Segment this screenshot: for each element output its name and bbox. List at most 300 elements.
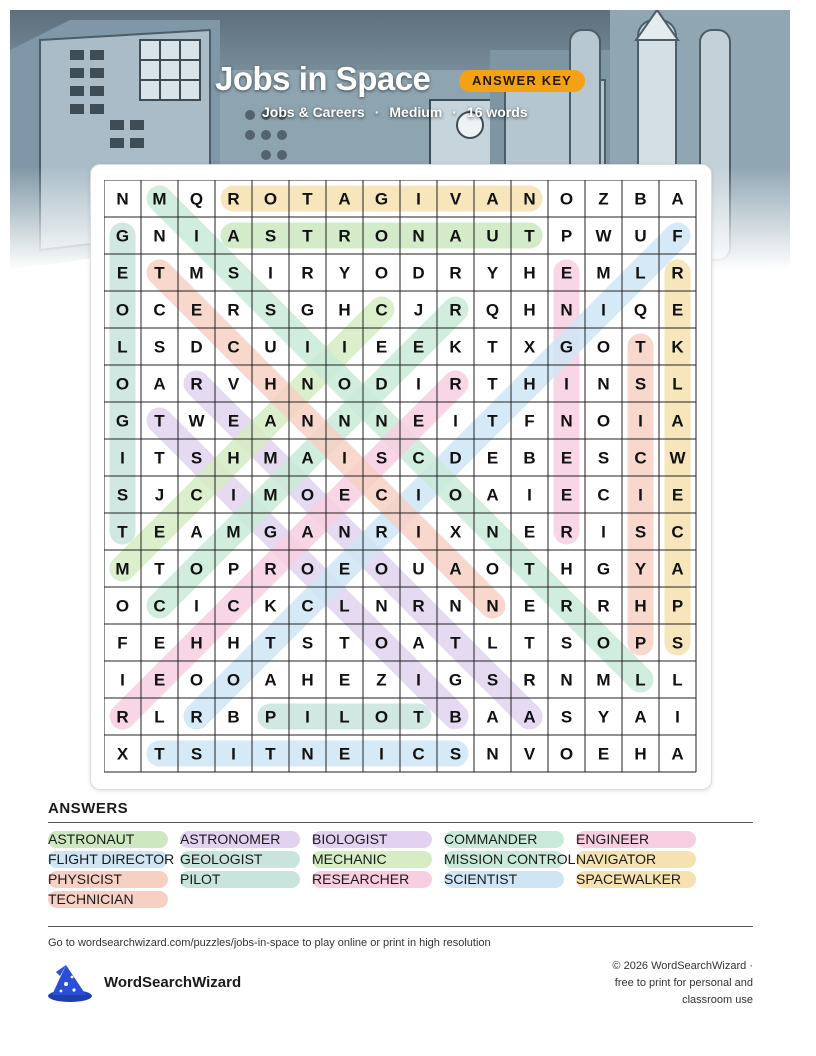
grid-letter: G xyxy=(374,189,389,209)
grid-letter: H xyxy=(264,374,277,394)
grid-letter: N xyxy=(560,670,573,690)
category-label: Jobs & Careers xyxy=(262,104,365,120)
grid-letter: E xyxy=(597,744,610,764)
grid-letter: M xyxy=(596,670,611,690)
grid-letter: L xyxy=(487,633,498,653)
grid-letter: O xyxy=(374,707,389,727)
divider xyxy=(48,822,753,823)
grid-letter: N xyxy=(301,411,314,431)
grid-letter: Q xyxy=(189,189,204,209)
grid-letter: A xyxy=(449,226,462,246)
grid-letter: A xyxy=(486,485,499,505)
grid-letter: A xyxy=(634,707,647,727)
grid-letter: I xyxy=(601,522,606,542)
grid-letter: E xyxy=(671,300,684,320)
grid-letter: E xyxy=(338,670,351,690)
grid-letter: I xyxy=(564,374,569,394)
grid-letter: M xyxy=(189,263,204,283)
grid-letter: L xyxy=(635,263,646,283)
answer-item xyxy=(576,870,681,888)
answer-word: TECHNICIAN xyxy=(48,891,134,907)
answer-word: FLIGHT DIRECTOR xyxy=(48,851,175,867)
grid-letter: I xyxy=(305,337,310,357)
grid-letter: N xyxy=(116,189,129,209)
grid-letter: S xyxy=(375,448,388,468)
answer-item xyxy=(48,890,134,908)
grid-letter: W xyxy=(595,226,612,246)
grid-letter: C xyxy=(375,300,388,320)
grid-letter: G xyxy=(559,337,574,357)
grid-letter: C xyxy=(671,522,684,542)
answer-word: MECHANIC xyxy=(312,851,387,867)
grid-letter: S xyxy=(634,374,647,394)
grid-letter: R xyxy=(412,596,425,616)
grid-letter: I xyxy=(194,226,199,246)
grid-letter: C xyxy=(153,596,166,616)
grid-letter: O xyxy=(115,374,130,394)
grid-letter: S xyxy=(190,448,203,468)
answer-item xyxy=(48,830,134,848)
grid-letter: B xyxy=(227,707,240,727)
grid-letter: O xyxy=(559,189,574,209)
grid-letter: T xyxy=(487,337,498,357)
grid-letter: C xyxy=(634,448,647,468)
grid-letter: C xyxy=(597,485,610,505)
grid-letter: X xyxy=(449,522,462,542)
grid-letter: N xyxy=(523,189,536,209)
answer-word: RESEARCHER xyxy=(312,871,410,887)
answer-word: BIOLOGIST xyxy=(312,831,388,847)
grid-letter: N xyxy=(412,226,425,246)
grid-letter: I xyxy=(527,485,532,505)
grid-letter: S xyxy=(264,226,277,246)
answer-word: SPACEWALKER xyxy=(576,871,682,887)
grid-letter: R xyxy=(375,522,388,542)
grid-letter: I xyxy=(194,596,199,616)
grid-letter: E xyxy=(486,448,499,468)
grid-letter: V xyxy=(523,744,536,764)
grid-letter: S xyxy=(301,633,314,653)
grid-letter: I xyxy=(638,411,643,431)
grid-letter: U xyxy=(634,226,647,246)
grid-letter: W xyxy=(669,448,686,468)
grid-letter: E xyxy=(560,485,573,505)
grid-letter: N xyxy=(486,596,499,616)
answer-item xyxy=(312,830,387,848)
answer-word: SCIENTIST xyxy=(444,871,518,887)
grid-letter: S xyxy=(560,707,573,727)
grid-letter: S xyxy=(190,744,203,764)
grid-letter: O xyxy=(485,559,500,579)
grid-letter: P xyxy=(264,707,277,727)
grid-letter: K xyxy=(264,596,277,616)
grid-letter: L xyxy=(117,337,128,357)
grid-letter: O xyxy=(115,596,130,616)
grid-letter: T xyxy=(117,522,128,542)
grid-letter: N xyxy=(560,300,573,320)
grid-letter: P xyxy=(671,596,684,616)
grid-letter: D xyxy=(449,448,462,468)
grid-letter: A xyxy=(523,707,536,727)
grid-letter: A xyxy=(264,411,277,431)
grid-letter: I xyxy=(416,670,421,690)
answer-word: GEOLOGIST xyxy=(180,851,263,867)
grid-letter: I xyxy=(120,448,125,468)
grid-letter: E xyxy=(560,448,573,468)
grid-letter: H xyxy=(523,263,536,283)
word-search-grid xyxy=(104,180,698,774)
grid-letter: R xyxy=(190,707,203,727)
grid-letter: O xyxy=(263,189,278,209)
grid-letter: T xyxy=(154,411,165,431)
grid-letter: T xyxy=(154,263,165,283)
answer-item xyxy=(444,830,537,848)
grid-letter: O xyxy=(559,744,574,764)
answer-word: COMMANDER xyxy=(444,831,538,847)
grid-letter: T xyxy=(154,744,165,764)
grid-letter: B xyxy=(634,189,647,209)
answer-word: ASTRONOMER xyxy=(180,831,281,847)
grid-letter: H xyxy=(338,300,351,320)
grid-letter: Z xyxy=(598,189,609,209)
grid-letter: N xyxy=(301,374,314,394)
grid-letter: O xyxy=(374,559,389,579)
grid-letter: I xyxy=(453,411,458,431)
grid-letter: T xyxy=(450,633,461,653)
grid-letter: R xyxy=(116,707,129,727)
grid-letter: E xyxy=(412,411,425,431)
answer-word: NAVIGATOR xyxy=(576,851,657,867)
grid-letter: G xyxy=(115,226,130,246)
answer-item xyxy=(48,870,122,888)
grid-letter: I xyxy=(638,485,643,505)
grid-letter: L xyxy=(154,707,165,727)
grid-letter: C xyxy=(153,300,166,320)
grid-letter: C xyxy=(227,337,240,357)
grid-letter: A xyxy=(671,559,684,579)
grid-letter: Y xyxy=(486,263,499,283)
grid-letter: G xyxy=(300,300,315,320)
grid-letter: R xyxy=(449,374,462,394)
grid-letter: M xyxy=(596,263,611,283)
grid-letter: E xyxy=(227,411,240,431)
grid-letter: I xyxy=(416,189,421,209)
word-count-label: 16 words xyxy=(466,104,528,120)
grid-letter: I xyxy=(379,744,384,764)
grid-letter: V xyxy=(449,189,462,209)
grid-letter: R xyxy=(264,559,277,579)
answer-word: ENGINEER xyxy=(576,831,650,847)
answer-key-badge: ANSWER KEY xyxy=(459,70,585,92)
grid-letter: U xyxy=(412,559,425,579)
grid-letter: S xyxy=(153,337,166,357)
grid-letter: T xyxy=(413,707,424,727)
grid-letter: A xyxy=(190,522,203,542)
grid-letter: L xyxy=(635,670,646,690)
grid-letter: P xyxy=(227,559,240,579)
grid-letter: I xyxy=(120,670,125,690)
grid-letter: E xyxy=(338,485,351,505)
answer-item xyxy=(180,830,280,848)
grid-letter: S xyxy=(116,485,129,505)
grid-letter: T xyxy=(635,337,646,357)
grid-letter: S xyxy=(449,744,462,764)
grid-letter: T xyxy=(524,633,535,653)
grid-letter: B xyxy=(449,707,462,727)
grid-letter: F xyxy=(524,411,535,431)
grid-letter: A xyxy=(412,633,425,653)
answers-heading: ANSWERS xyxy=(48,800,129,817)
grid-letter: U xyxy=(264,337,277,357)
grid-letter: A xyxy=(153,374,166,394)
grid-letter: M xyxy=(263,448,278,468)
copyright xyxy=(553,958,753,1009)
answer-word: ASTRONAUT xyxy=(48,831,135,847)
grid-letter: C xyxy=(227,596,240,616)
grid-letter: S xyxy=(264,300,277,320)
grid-letter: E xyxy=(153,522,166,542)
grid-letter: E xyxy=(412,337,425,357)
grid-letter: M xyxy=(115,559,130,579)
grid-letter: D xyxy=(190,337,203,357)
grid-letter: L xyxy=(672,670,683,690)
grid-letter: K xyxy=(449,337,462,357)
difficulty-label: Medium xyxy=(389,104,443,120)
grid-letter: R xyxy=(190,374,203,394)
grid-letter: O xyxy=(374,633,389,653)
grid-letter: R xyxy=(597,596,610,616)
grid-letter: Q xyxy=(485,300,500,320)
grid-letter: A xyxy=(486,189,499,209)
grid-letter: E xyxy=(560,263,573,283)
grid-letter: I xyxy=(416,485,421,505)
grid-letter: O xyxy=(596,337,611,357)
grid-letter: A xyxy=(301,522,314,542)
grid-letter: A xyxy=(264,670,277,690)
grid-letter: E xyxy=(523,522,536,542)
answer-item xyxy=(444,850,575,868)
grid-letter: A xyxy=(227,226,240,246)
grid-letter: T xyxy=(487,411,498,431)
answer-item xyxy=(444,870,517,888)
grid-letter: N xyxy=(375,411,388,431)
grid-letter: S xyxy=(227,263,240,283)
grid-letter: X xyxy=(523,337,536,357)
grid-letter: T xyxy=(524,559,535,579)
grid-letter: H xyxy=(523,300,536,320)
answer-item xyxy=(312,850,387,868)
grid-letter: I xyxy=(342,448,347,468)
grid-letter: I xyxy=(416,374,421,394)
grid-letter: I xyxy=(305,707,310,727)
grid-letter: C xyxy=(301,596,314,616)
grid-letter: C xyxy=(412,744,425,764)
grid-letter: A xyxy=(671,744,684,764)
grid-letter: K xyxy=(671,337,684,357)
grid-letter: E xyxy=(190,300,203,320)
grid-letter: N xyxy=(486,522,499,542)
grid-letter: Y xyxy=(634,559,647,579)
grid-letter: G xyxy=(263,522,278,542)
grid-letter: C xyxy=(190,485,203,505)
footer-note: Go to wordsearchwizard.com/puzzles/jobs-in-space to play online or print in high resolution xyxy=(48,937,491,949)
answer-item xyxy=(576,830,649,848)
grid-letter: H xyxy=(560,559,573,579)
brand-name: WordSearchWizard xyxy=(104,974,242,991)
grid-letter: N xyxy=(560,411,573,431)
grid-letter: H xyxy=(634,744,647,764)
grid-letter: J xyxy=(154,485,165,505)
wizard-hat-icon xyxy=(46,962,92,1009)
grid-letter: I xyxy=(601,300,606,320)
grid-letter: E xyxy=(375,337,388,357)
grid-letter: M xyxy=(226,522,241,542)
grid-letter: I xyxy=(231,485,236,505)
grid-letter: T xyxy=(339,633,350,653)
grid-letter: I xyxy=(268,263,273,283)
answer-item xyxy=(180,850,262,868)
grid-letter: S xyxy=(671,633,684,653)
grid-letter: U xyxy=(486,226,499,246)
grid-letter: L xyxy=(339,596,350,616)
grid-letter: M xyxy=(152,189,167,209)
grid-letter: O xyxy=(300,485,315,505)
grid-letter: T xyxy=(265,633,276,653)
grid-letter: A xyxy=(671,189,684,209)
grid-letter: O xyxy=(115,300,130,320)
grid-letter: R xyxy=(449,300,462,320)
grid-letter: O xyxy=(300,559,315,579)
grid-letter: W xyxy=(188,411,205,431)
grid-letter: I xyxy=(342,337,347,357)
answer-item xyxy=(312,870,409,888)
grid-letter: J xyxy=(413,300,424,320)
grid-letter: E xyxy=(153,633,166,653)
grid-letter: A xyxy=(301,448,314,468)
grid-letter: D xyxy=(412,263,425,283)
grid-letter: D xyxy=(375,374,388,394)
grid-letter: P xyxy=(560,226,573,246)
grid-letter: T xyxy=(265,744,276,764)
answer-word: PHYSICIST xyxy=(48,871,122,887)
grid-letter: E xyxy=(338,744,351,764)
grid-letter: O xyxy=(374,226,389,246)
grid-letter: T xyxy=(154,559,165,579)
grid-letter: G xyxy=(448,670,463,690)
grid-letter: S xyxy=(560,633,573,653)
grid-letter: L xyxy=(672,374,683,394)
grid-letter: E xyxy=(523,596,536,616)
grid-letter: A xyxy=(338,189,351,209)
grid-letter: O xyxy=(596,633,611,653)
grid-letter: T xyxy=(302,189,313,209)
grid-letter: E xyxy=(116,263,129,283)
answer-word: PILOT xyxy=(180,871,221,887)
grid-letter: R xyxy=(560,522,573,542)
grid-letter: V xyxy=(227,374,240,394)
grid-letter: O xyxy=(448,485,463,505)
grid-letter: X xyxy=(116,744,129,764)
grid-letter: E xyxy=(338,559,351,579)
grid-letter: N xyxy=(338,411,351,431)
grid-letter: A xyxy=(671,411,684,431)
grid-letter: Z xyxy=(376,670,387,690)
separator-dot: · xyxy=(374,104,380,120)
grid-letter: T xyxy=(302,226,313,246)
grid-letter: C xyxy=(412,448,425,468)
grid-letter: I xyxy=(675,707,680,727)
grid-letter: N xyxy=(486,744,499,764)
grid-letter: F xyxy=(672,226,683,246)
grid-letter: S xyxy=(486,670,499,690)
grid-letter: T xyxy=(154,448,165,468)
grid-letter: F xyxy=(117,633,128,653)
grid-letter: E xyxy=(153,670,166,690)
grid-letter: I xyxy=(416,522,421,542)
page-title: Jobs in Space xyxy=(215,60,431,97)
grid-letter: R xyxy=(449,263,462,283)
grid-letter: H xyxy=(523,374,536,394)
grid-letter: H xyxy=(227,448,240,468)
grid-letter: N xyxy=(153,226,166,246)
grid-letter: R xyxy=(523,670,536,690)
grid-letter: G xyxy=(596,559,611,579)
grid-letter: N xyxy=(301,744,314,764)
grid-letter: O xyxy=(189,559,204,579)
answer-item xyxy=(180,870,220,888)
grid-letter: O xyxy=(226,670,241,690)
grid-letter: E xyxy=(671,485,684,505)
answer-word: MISSION CONTROL xyxy=(444,851,576,867)
grid-letter: H xyxy=(190,633,203,653)
grid-letter: O xyxy=(596,411,611,431)
grid-letter: N xyxy=(597,374,610,394)
grid-letter: G xyxy=(115,411,130,431)
grid-letter: Y xyxy=(597,707,610,727)
grid-letter: R xyxy=(338,226,351,246)
grid-letter: H xyxy=(227,633,240,653)
copyright-line: classroom use xyxy=(682,994,753,1006)
grid-letter: S xyxy=(634,522,647,542)
grid-letter: P xyxy=(634,633,647,653)
grid-letter: C xyxy=(375,485,388,505)
grid-letter: N xyxy=(375,596,388,616)
copyright-line: free to print for personal and xyxy=(614,977,753,989)
grid-letter: R xyxy=(227,189,240,209)
answer-item xyxy=(576,850,656,868)
grid-letter: T xyxy=(487,374,498,394)
grid-letter: L xyxy=(339,707,350,727)
grid-letter: H xyxy=(634,596,647,616)
grid-letter: Y xyxy=(338,263,351,283)
grid-letter: O xyxy=(337,374,352,394)
grid-letter: B xyxy=(523,448,536,468)
grid-letter: N xyxy=(449,596,462,616)
puzzle-meta xyxy=(262,104,528,120)
separator-dot: · xyxy=(452,104,457,120)
grid-letter: A xyxy=(486,707,499,727)
grid-letter: O xyxy=(189,670,204,690)
grid-letter: T xyxy=(524,226,535,246)
grid-letter: M xyxy=(263,485,278,505)
grid-letter: N xyxy=(338,522,351,542)
grid-letter: R xyxy=(301,263,314,283)
grid-letter: R xyxy=(227,300,240,320)
grid-letter: I xyxy=(231,744,236,764)
grid-letter: S xyxy=(597,448,610,468)
grid-letter: Q xyxy=(633,300,648,320)
grid-letter: O xyxy=(374,263,389,283)
